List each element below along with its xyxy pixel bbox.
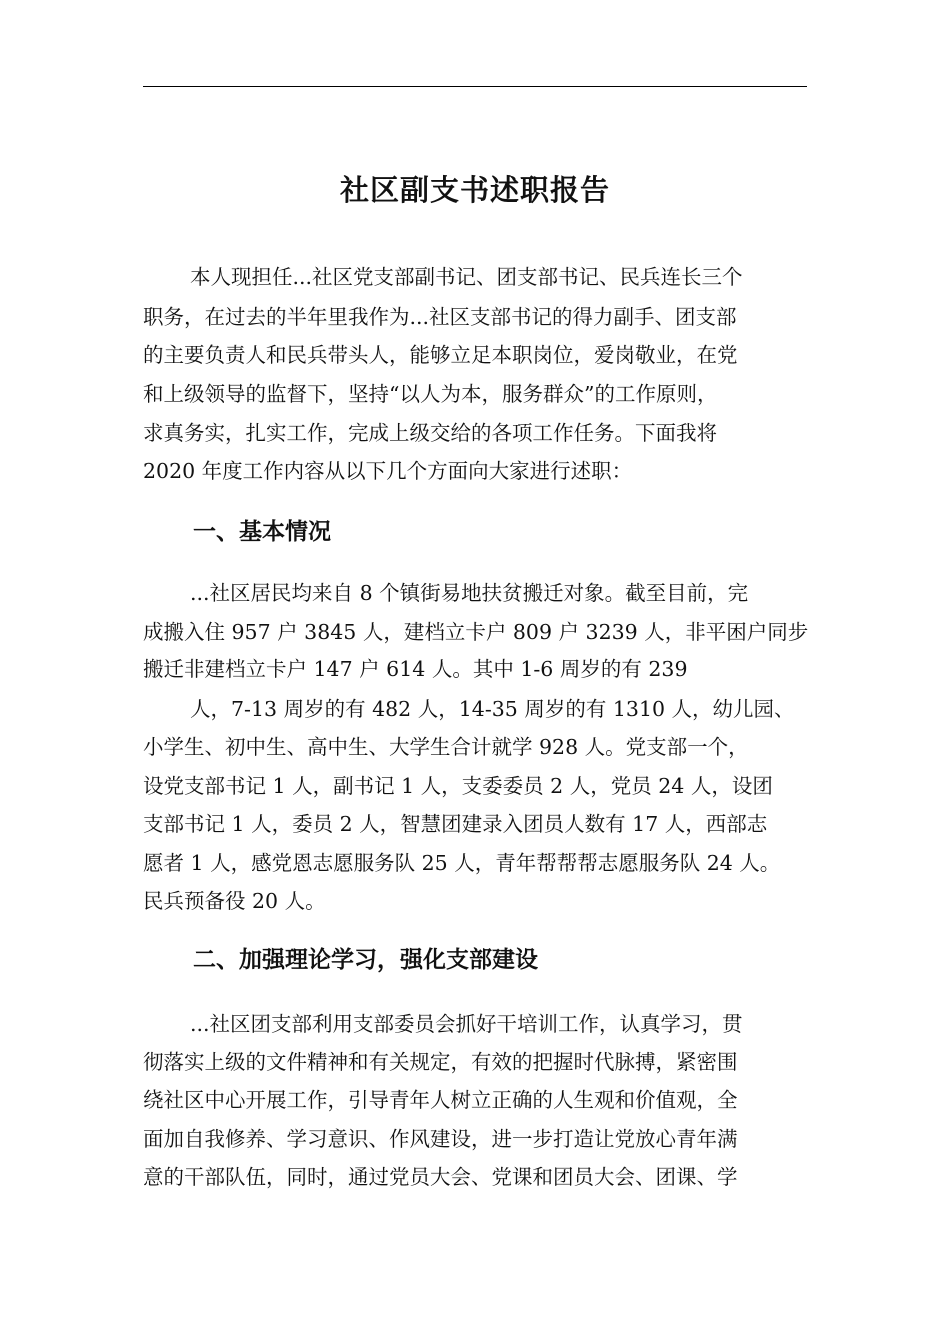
intro-line: 和上级领导的监督下，坚持“以人为本，服务群众”的工作原则， bbox=[143, 382, 718, 406]
section1-line: 小学生、初中生、高中生、大学生合计就学 928 人。党支部一个， bbox=[143, 735, 749, 759]
header-rule bbox=[143, 86, 807, 87]
section2-line: 意的干部队伍，同时，通过党员大会、党课和团员大会、团课、学 bbox=[143, 1165, 738, 1189]
intro-line: 求真务实，扎实工作，完成上级交给的各项工作任务。下面我将 bbox=[143, 421, 717, 445]
intro-line: 本人现担任...社区党支部副书记、团支部书记、民兵连长三个 bbox=[190, 265, 743, 289]
section-heading-theory: 二、加强理论学习，强化支部建设 bbox=[193, 947, 538, 973]
section1-line: 支部书记 1 人，委员 2 人，智慧团建录入团员人数有 17 人，西部志 bbox=[143, 812, 768, 836]
section2-line: 彻落实上级的文件精神和有关规定，有效的把握时代脉搏，紧密围 bbox=[143, 1050, 738, 1074]
intro-line: 的主要负责人和民兵带头人，能够立足本职岗位，爱岗敬业，在党 bbox=[143, 343, 738, 367]
section1-line: 搬迁非建档立卡户 147 户 614 人。其中 1-6 周岁的有 239 bbox=[143, 657, 688, 681]
section-heading-basic: 一、基本情况 bbox=[193, 519, 331, 545]
section1-line: 民兵预备役 20 人。 bbox=[143, 889, 326, 913]
intro-line: 2020 年度工作内容从以下几个方面向大家进行述职： bbox=[143, 459, 633, 483]
section2-line: 面加自我修养、学习意识、作风建设，进一步打造让党放心青年满 bbox=[143, 1127, 738, 1151]
intro-line: 职务，在过去的半年里我作为...社区支部书记的得力副手、团支部 bbox=[143, 305, 737, 329]
section2-line: 绕社区中心开展工作，引导青年人树立正确的人生观和价值观，全 bbox=[143, 1088, 738, 1112]
section1-line: 成搬入住 957 户 3845 人，建档立卡户 809 户 3239 人，非平困户同步 bbox=[143, 620, 809, 644]
document-title: 社区副支书述职报告 bbox=[339, 173, 610, 207]
section1-line: 设党支部书记 1 人，副书记 1 人，支委委员 2 人，党员 24 人，设团 bbox=[143, 774, 773, 798]
section1-line: 人，7-13 周岁的有 482 人，14-35 周岁的有 1310 人，幼儿园、 bbox=[190, 697, 795, 721]
section1-line: ...社区居民均来自 8 个镇街易地扶贫搬迁对象。截至目前，完 bbox=[190, 581, 749, 605]
section1-line: 愿者 1 人，感党恩志愿服务队 25 人，青年帮帮帮志愿服务队 24 人。 bbox=[143, 851, 781, 875]
section2-line: ...社区团支部利用支部委员会抓好干培训工作，认真学习，贯 bbox=[190, 1012, 743, 1036]
